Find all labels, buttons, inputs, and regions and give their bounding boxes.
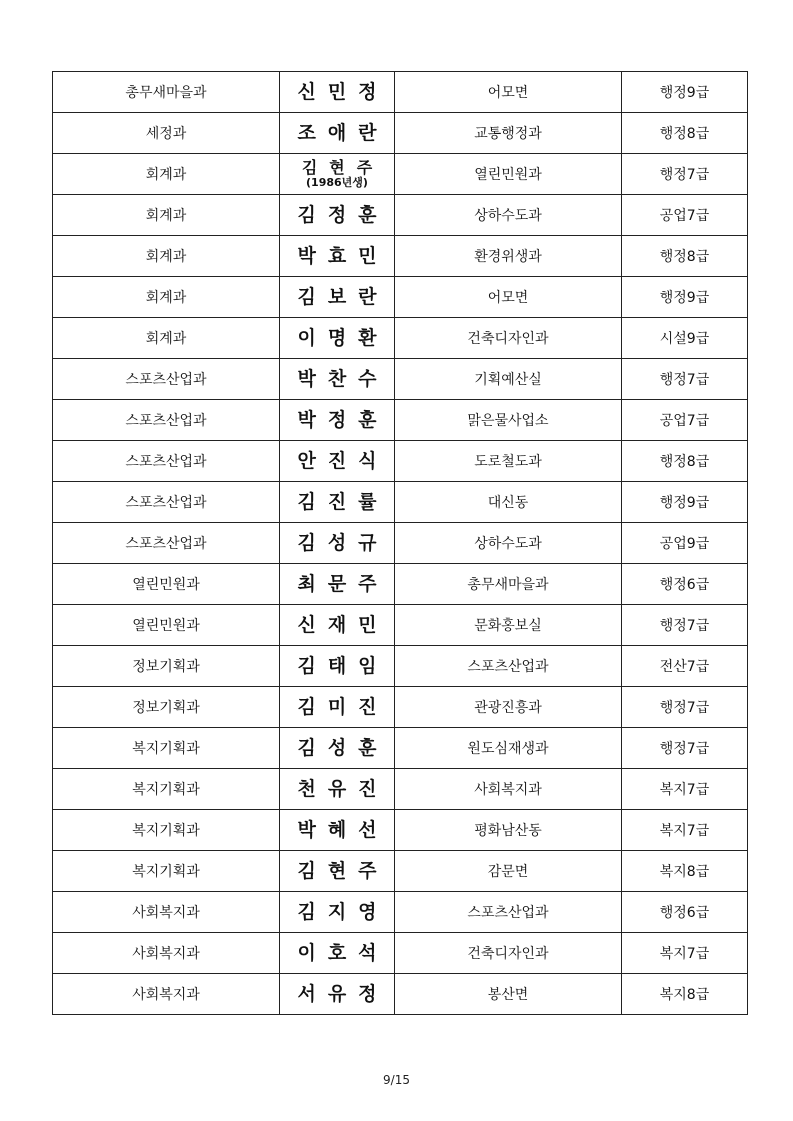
from-department-cell: 스포츠산업과 [53, 482, 280, 523]
employee-name-cell [280, 769, 395, 810]
grade-cell: 행정7급 [622, 154, 748, 195]
from-department-cell: 복지기획과 [53, 851, 280, 892]
to-department-cell: 어모면 [395, 277, 622, 318]
from-department-cell: 세정과 [53, 113, 280, 154]
table-row [53, 318, 748, 359]
grade-cell: 행정6급 [622, 564, 748, 605]
to-department-cell: 평화남산동 [395, 810, 622, 851]
employee-birth-note: (1986년생) [306, 175, 368, 189]
to-department-cell: 봉산면 [395, 974, 622, 1015]
table-row [53, 646, 748, 687]
grade-cell: 복지8급 [622, 851, 748, 892]
grade-cell: 행정8급 [622, 236, 748, 277]
employee-name-cell [280, 564, 395, 605]
to-department-cell: 기획예산실 [395, 359, 622, 400]
employee-name-cell [280, 154, 395, 195]
employee-name: 박혜선 [297, 818, 389, 841]
grade-cell: 복지8급 [622, 974, 748, 1015]
employee-name-cell [280, 482, 395, 523]
table-row [53, 277, 748, 318]
employee-name: 박효민 [297, 244, 389, 267]
employee-name-cell [280, 851, 395, 892]
employee-name-cell [280, 933, 395, 974]
grade-cell: 시설9급 [622, 318, 748, 359]
employee-name: 김현주 [297, 859, 389, 882]
table-row [53, 564, 748, 605]
from-department-cell: 회계과 [53, 318, 280, 359]
to-department-cell: 원도심재생과 [395, 728, 622, 769]
employee-name: 김성규 [297, 531, 389, 554]
from-department-cell: 스포츠산업과 [53, 441, 280, 482]
from-department-cell: 회계과 [53, 236, 280, 277]
employee-name-cell [280, 72, 395, 113]
to-department-cell: 맑은물사업소 [395, 400, 622, 441]
table-row [53, 113, 748, 154]
from-department-cell: 복지기획과 [53, 769, 280, 810]
table-row [53, 933, 748, 974]
table-row [53, 195, 748, 236]
to-department-cell: 어모면 [395, 72, 622, 113]
from-department-cell: 스포츠산업과 [53, 359, 280, 400]
to-department-cell: 스포츠산업과 [395, 646, 622, 687]
from-department-cell: 스포츠산업과 [53, 400, 280, 441]
to-department-cell: 사회복지과 [395, 769, 622, 810]
table-row [53, 687, 748, 728]
from-department-cell: 열린민원과 [53, 564, 280, 605]
employee-name-cell [280, 892, 395, 933]
employee-name: 김태임 [297, 654, 389, 677]
to-department-cell: 열린민원과 [395, 154, 622, 195]
employee-name: 안진식 [297, 449, 389, 472]
employee-name-cell [280, 728, 395, 769]
personnel-table [52, 71, 748, 1015]
from-department-cell: 복지기획과 [53, 728, 280, 769]
grade-cell: 행정7급 [622, 605, 748, 646]
from-department-cell: 열린민원과 [53, 605, 280, 646]
employee-name: 김현주 [301, 158, 385, 178]
table-row [53, 441, 748, 482]
to-department-cell: 환경위생과 [395, 236, 622, 277]
employee-name: 김성훈 [297, 736, 389, 759]
from-department-cell: 사회복지과 [53, 933, 280, 974]
grade-cell: 행정9급 [622, 72, 748, 113]
employee-name: 김미진 [297, 695, 389, 718]
employee-name-cell [280, 605, 395, 646]
employee-name-cell [280, 236, 395, 277]
from-department-cell: 정보기획과 [53, 646, 280, 687]
from-department-cell: 회계과 [53, 277, 280, 318]
employee-name-cell [280, 400, 395, 441]
table-row [53, 810, 748, 851]
employee-name: 이호석 [297, 941, 389, 964]
employee-name-cell [280, 810, 395, 851]
table-row [53, 400, 748, 441]
employee-name: 조애란 [297, 121, 389, 144]
to-department-cell: 교통행정과 [395, 113, 622, 154]
employee-name: 김진률 [297, 490, 389, 513]
grade-cell: 행정7급 [622, 359, 748, 400]
employee-name: 신재민 [297, 613, 389, 636]
from-department-cell: 복지기획과 [53, 810, 280, 851]
to-department-cell: 상하수도과 [395, 523, 622, 564]
grade-cell: 복지7급 [622, 933, 748, 974]
from-department-cell: 회계과 [53, 195, 280, 236]
grade-cell: 전산7급 [622, 646, 748, 687]
employee-name-cell [280, 646, 395, 687]
employee-name-cell [280, 277, 395, 318]
table-row [53, 851, 748, 892]
employee-name-cell [280, 523, 395, 564]
grade-cell: 공업9급 [622, 523, 748, 564]
from-department-cell: 정보기획과 [53, 687, 280, 728]
to-department-cell: 대신동 [395, 482, 622, 523]
grade-cell: 행정9급 [622, 482, 748, 523]
from-department-cell: 사회복지과 [53, 974, 280, 1015]
employee-name-cell [280, 441, 395, 482]
employee-name-cell [280, 195, 395, 236]
employee-name-cell [280, 359, 395, 400]
grade-cell: 행정8급 [622, 113, 748, 154]
to-department-cell: 스포츠산업과 [395, 892, 622, 933]
grade-cell: 복지7급 [622, 769, 748, 810]
to-department-cell: 총무새마을과 [395, 564, 622, 605]
to-department-cell: 건축디자인과 [395, 318, 622, 359]
employee-name: 김정훈 [297, 203, 389, 226]
table-row [53, 72, 748, 113]
table-row [53, 523, 748, 564]
from-department-cell: 회계과 [53, 154, 280, 195]
grade-cell: 행정8급 [622, 441, 748, 482]
employee-name-cell [280, 974, 395, 1015]
table-row [53, 236, 748, 277]
grade-cell: 행정6급 [622, 892, 748, 933]
to-department-cell: 도로철도과 [395, 441, 622, 482]
employee-name-cell [280, 687, 395, 728]
table-row [53, 154, 748, 195]
employee-name: 천유진 [297, 777, 389, 800]
employee-name: 김보란 [297, 285, 389, 308]
employee-name: 최문주 [297, 572, 389, 595]
employee-name-cell [280, 318, 395, 359]
personnel-table-body [53, 72, 748, 1015]
table-row [53, 728, 748, 769]
employee-name: 신민정 [297, 80, 389, 103]
from-department-cell: 사회복지과 [53, 892, 280, 933]
from-department-cell: 총무새마을과 [53, 72, 280, 113]
grade-cell: 공업7급 [622, 400, 748, 441]
from-department-cell: 스포츠산업과 [53, 523, 280, 564]
to-department-cell: 상하수도과 [395, 195, 622, 236]
grade-cell: 행정9급 [622, 277, 748, 318]
grade-cell: 행정7급 [622, 728, 748, 769]
page-number: 9/15 [383, 1073, 410, 1087]
employee-name: 김지영 [297, 900, 389, 923]
table-row [53, 482, 748, 523]
employee-name: 박찬수 [297, 367, 389, 390]
employee-name-cell [280, 113, 395, 154]
employee-name: 이명환 [297, 326, 389, 349]
employee-name: 서유정 [297, 982, 389, 1005]
to-department-cell: 건축디자인과 [395, 933, 622, 974]
table-row [53, 359, 748, 400]
table-row [53, 605, 748, 646]
to-department-cell: 문화홍보실 [395, 605, 622, 646]
table-row [53, 769, 748, 810]
grade-cell: 복지7급 [622, 810, 748, 851]
table-row [53, 974, 748, 1015]
grade-cell: 공업7급 [622, 195, 748, 236]
to-department-cell: 감문면 [395, 851, 622, 892]
to-department-cell: 관광진흥과 [395, 687, 622, 728]
table-row [53, 892, 748, 933]
grade-cell: 행정7급 [622, 687, 748, 728]
employee-name: 박정훈 [297, 408, 389, 431]
